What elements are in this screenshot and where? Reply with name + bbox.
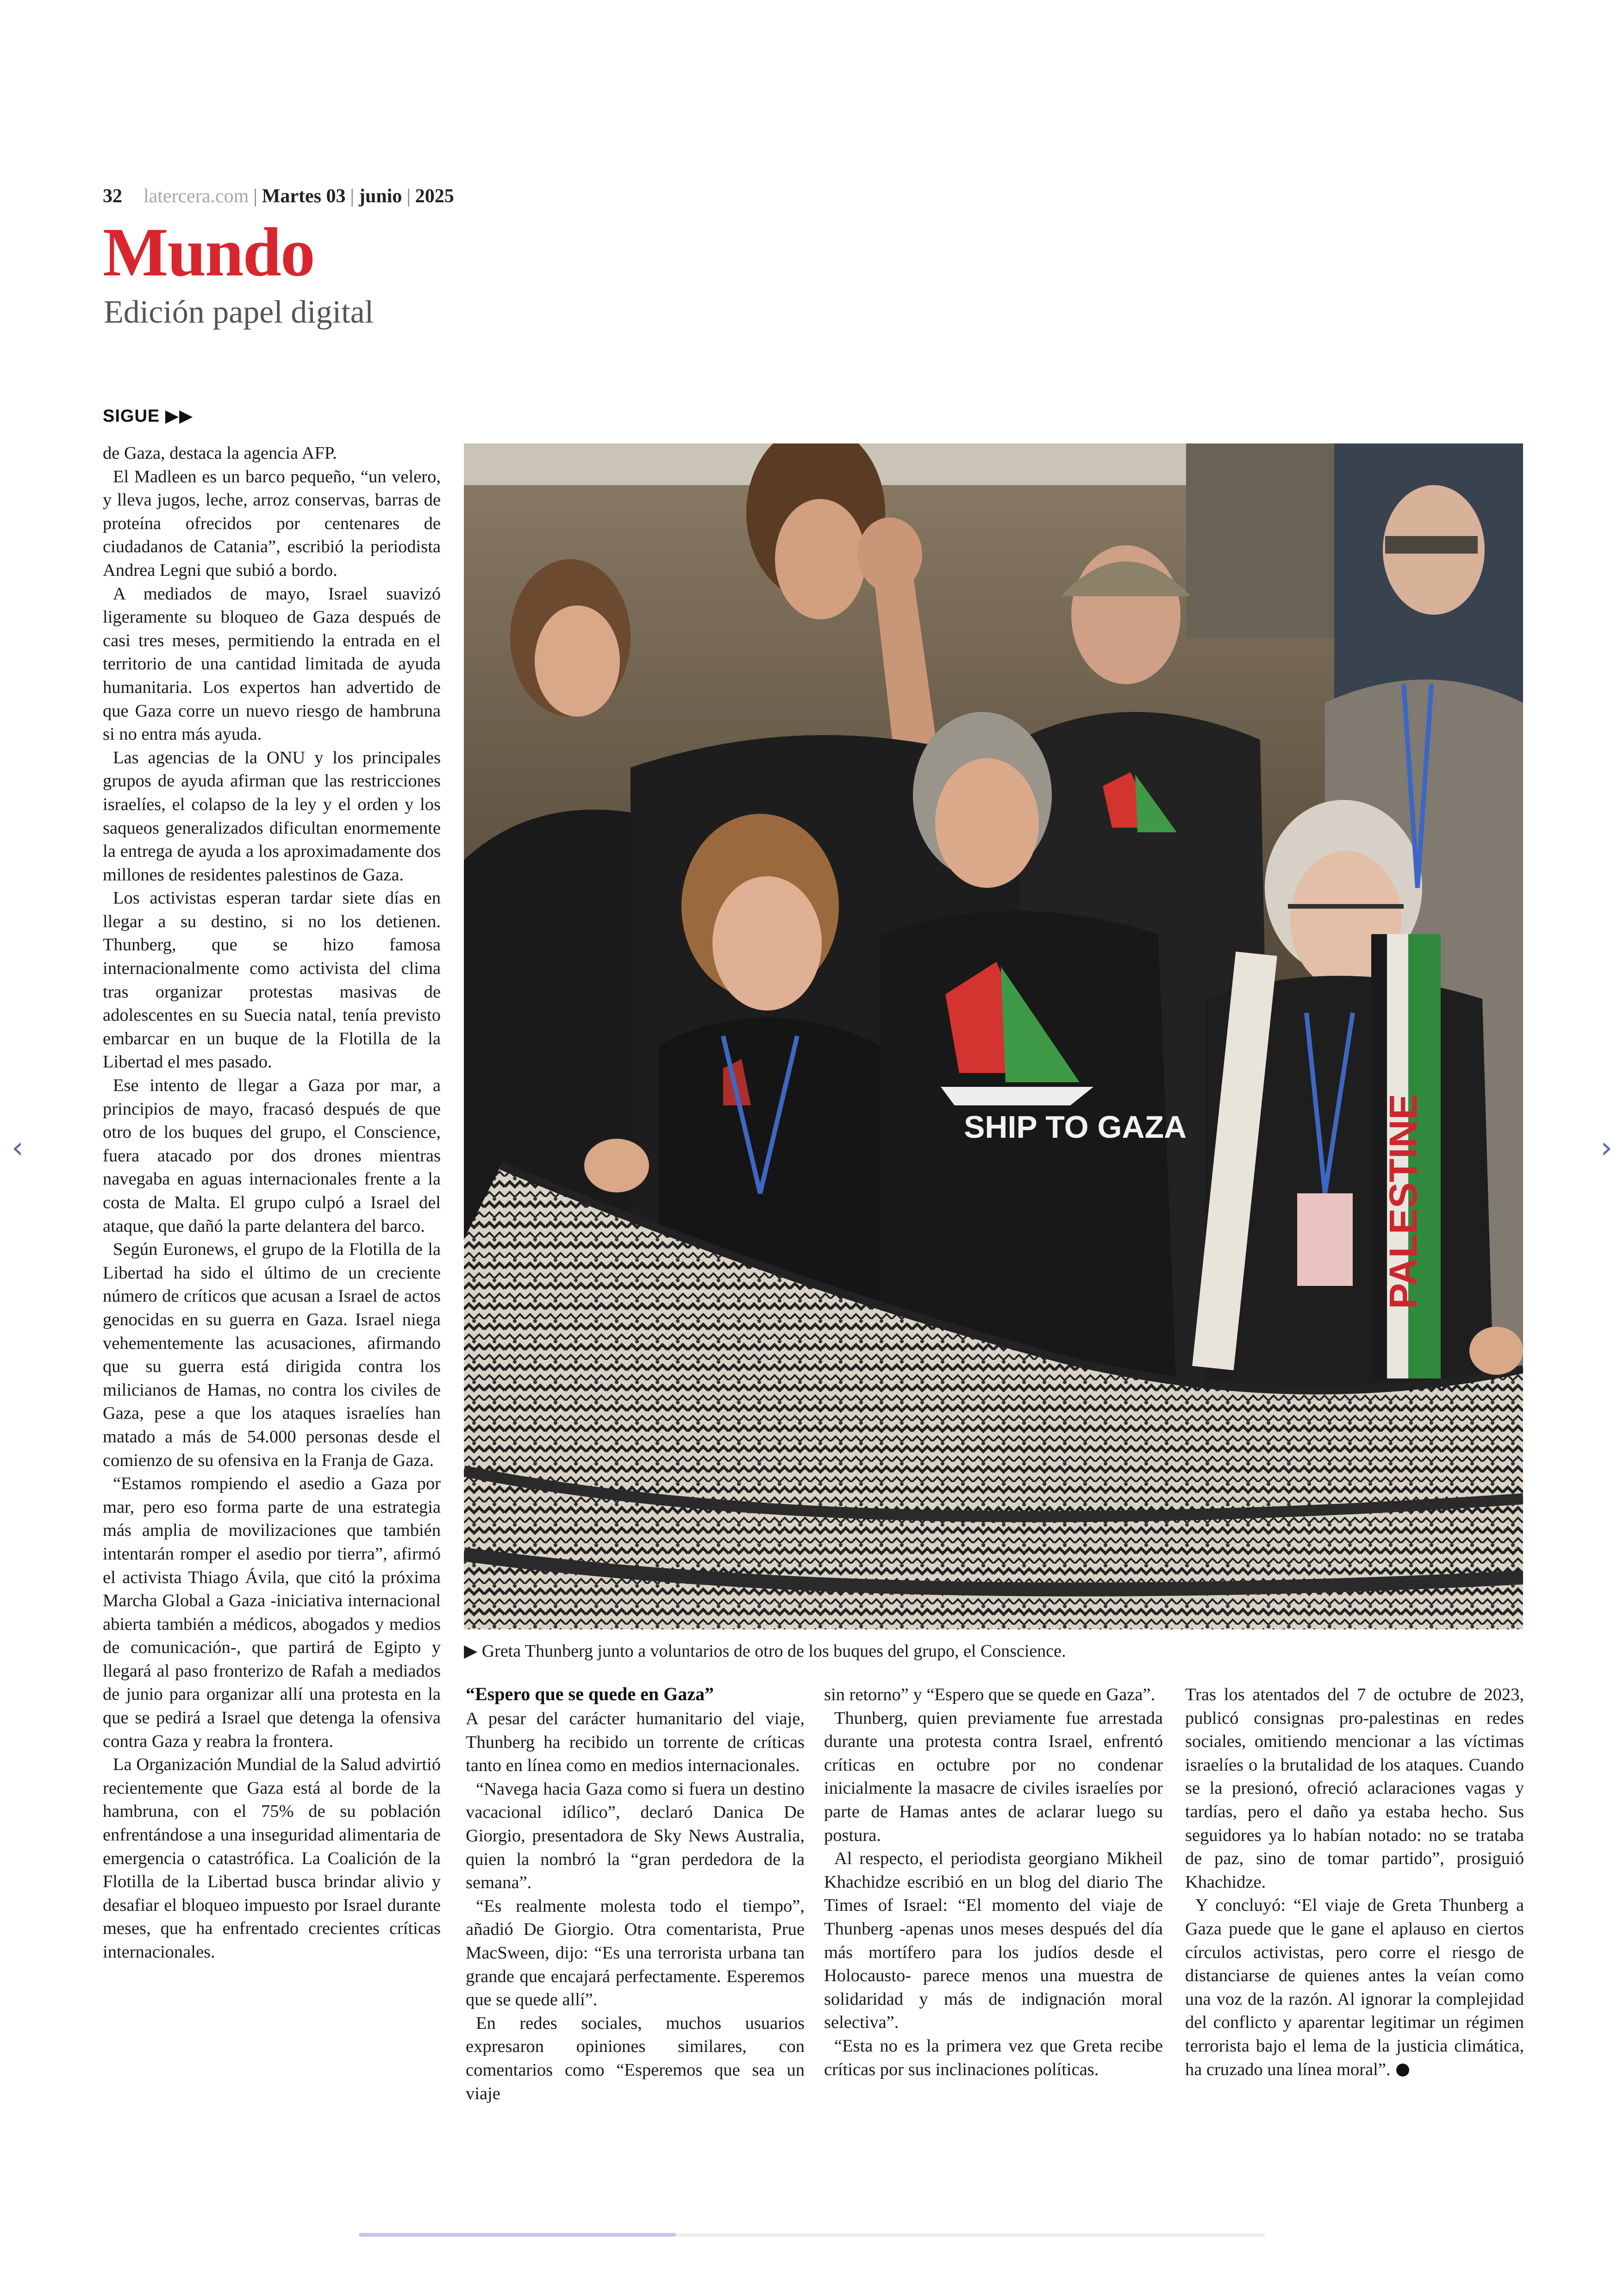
- chevron-right-icon[interactable]: ›: [1600, 1131, 1612, 1165]
- paragraph: “Navega hacia Gaza como si fuera un destino vacacional idílico”, declaró Danica De Giorgio, presentadora de Sky News Australia, quien la nombró la “gran perdedora de la semana”.: [466, 1779, 805, 1893]
- paragraph: [1185, 1894, 1524, 2081]
- paragraph: Thunberg, quien previamente fue arrestada durante una protesta contra Israel, enfrentó críticas en octubre por no condenar inicialmente la masacre de civiles israelíes por parte de Hamas antes de aclarar luego su postura.: [824, 1708, 1163, 1845]
- photo-illustration: [464, 443, 1523, 1629]
- paragraph: A pesar del carácter humanitario del viaje, Thunberg ha recibido un torrente de críticas tanto en línea como en medios internacionales.: [466, 1709, 805, 1776]
- end-mark-icon: [1396, 2064, 1409, 2077]
- photo-caption: ▶ Greta Thunberg junto a voluntarios de otro de los buques del grupo, el Conscience.: [464, 1641, 1066, 1661]
- article-column-d: [1185, 1683, 1524, 2081]
- article-photo: [464, 443, 1523, 1629]
- date-month: junio: [358, 186, 402, 207]
- subheading: “Espero que se quede en Gaza”: [466, 1684, 714, 1704]
- chevron-left-icon[interactable]: ‹: [12, 1131, 24, 1165]
- reading-progress-fill: [359, 2233, 676, 2237]
- paragraph: sin retorno” y “Espero que se quede en Gaza”.: [824, 1685, 1156, 1704]
- paragraph: Al respecto, el periodista georgiano Mikheil Khachidze escribió en un blog del diario The Times of Israel: “El momento del viaje de Thunberg -apenas unos meses después del día más mortífero para los judíos desde el Holocausto- parece menos una muestra de solidaridad y más de indignación moral selectiva”.: [824, 1849, 1163, 2033]
- page-number: 32: [103, 186, 122, 207]
- paragraph: de Gaza, destaca la agencia AFP.: [103, 443, 337, 463]
- paragraph: Las agencias de la ONU y los principales grupos de ayuda afirman que las restricciones israelíes, el colapso de la ley y el orden y los saqueos generalizados dificultan enormemente la entrega de ayuda a los aproximadamente dos millones de residentes palestinos de Gaza.: [103, 748, 441, 885]
- paragraph: Ese intento de llegar a Gaza por mar, a principios de mayo, fracasó después de que otro de los buques del grupo, el Conscience, fuera atacado por dos drones mientras navegaba en aguas internacionales frente a la costa de Malta. El grupo culpó a Israel del ataque, que dañó la parte delantera del barco.: [103, 1076, 441, 1236]
- paragraph: “Estamos rompiendo el asedio a Gaza por mar, pero eso forma parte de una estrategia más amplia de movilizaciones que también intentarán romper el asedio por tierra”, afirmó el activista Thiago Ávila, que citó la próxima Marcha Global a Gaza -iniciativa internacional abierta también a médicos, abogados y medios de comunicación-, que partirá de Egipto y llegará al paso fronterizo de Rafah a mediados de junio para organizar allí una protesta en la que se pedirá a Israel que detenga la ofensiva contra Gaza y reabra la frontera.: [103, 1474, 441, 1751]
- article-column-b: [466, 1707, 805, 2105]
- paragraph: En redes sociales, muchos usuarios expresaron opiniones similares, con comentarios como “Esperemos que sea un viaje: [466, 2013, 805, 2103]
- paragraph: Tras los atentados del 7 de octubre de 2023, publicó consignas pro-palestinas en redes sociales, omitiendo mencionar a las víctimas israelíes o la brutalidad de los ataques. Cuando se la presionó, ofreció aclaraciones vagas y tardías, pero el daño ya estaba hecho. Sus seguidores ya lo habían notado: no se trataba de paz, sino de tomar partido”, prosiguió Khachidze.: [1185, 1685, 1524, 1892]
- paragraph: “Es realmente molesta todo el tiempo”, añadió De Giorgio. Otra comentarista, Prue MacSween, dijo: “Es una terrorista urbana tan grande que encajará perfectamente. Esperemos que se quede allí”.: [466, 1896, 805, 2010]
- paragraph: A mediados de mayo, Israel suavizó ligeramente su bloqueo de Gaza después de casi tres meses, permitiendo la entrada en el territorio de una cantidad limitada de ayuda humanitaria. Los expertos han advertido de que Gaza corre un nuevo riesgo de hambruna si no entra más ayuda.: [103, 584, 441, 744]
- paragraph: Los activistas esperan tardar siete días en llegar a su destino, si no los detienen. Thunberg, que se hizo famosa internacionalmente como activista del clima tras organizar protestas masivas de adolescentes en su Suecia natal, tenía previsto embarcar en un buque de la Flotilla de la Libertad el mes pasado.: [103, 888, 441, 1072]
- paragraph: “Esta no es la primera vez que Greta recibe críticas por sus inclinaciones políticas.: [824, 2036, 1163, 2079]
- date-year: 2025: [415, 186, 454, 207]
- continued-label: SIGUE ▶▶: [103, 406, 194, 426]
- site-name: latercera.com: [144, 186, 249, 207]
- reading-progress-bar[interactable]: [359, 2233, 1265, 2237]
- edition-label: Edición papel digital: [104, 294, 374, 330]
- scarf-text: PALESTINE: [1381, 1093, 1425, 1309]
- page-folio: 32 latercera.com | Martes 03 | junio | 2025: [103, 186, 454, 207]
- paragraph: Según Euronews, el grupo de la Flotilla de la Libertad ha sido el último de un creciente número de críticos que acusan a Israel de actos genocidas en su guerra en Gaza. Israel niega vehementemente las acusaciones, afirmando que su guerra está dirigida contra los milicianos de Hamas, no contra los civiles de Gaza, pese a que los ataques israelíes han matado a más de 54.000 personas desde el comienzo de su ofensiva en la Franja de Gaza.: [103, 1240, 441, 1470]
- article-column-left: [103, 442, 441, 1964]
- paragraph: La Organización Mundial de la Salud advirtió recientemente que Gaza está al borde de la hambruna, con el 75% de su población enfrentándose a una inseguridad alimentaria de emergencia o catastrófica. La Coalición de la Flotilla de la Libertad busca brindar alivio y desafiar el bloqueo impuesto por Israel durante meses, que ha enfrentado crecientes críticas internacionales.: [103, 1755, 441, 1962]
- article-column-c: [824, 1683, 1163, 2081]
- shirt-text: SHIP TO GAZA: [964, 1110, 1187, 1145]
- paragraph: El Madleen es un barco pequeño, “un velero, y lleva jugos, leche, arroz conservas, barras de proteína ofrecidos por centenares de ciudadanos de Catania”, escribió la periodista Andrea Legni que subió a bordo.: [103, 467, 441, 580]
- final-paragraph-text: Y concluyó: “El viaje de Greta Thunberg a Gaza puede que le gane el aplauso en ciertos círculos activistas, pero corre el riesgo de distanciarse de quienes antes la veían como una voz de la razón. Al ignorar la complejidad del conflicto y aparentar legitimar un régimen terrorista bajo el lema de la justicia climática, ha cruzado una línea moral”.: [1185, 1896, 1524, 2079]
- date-day: Martes 03: [262, 186, 346, 207]
- section-title: Mundo: [103, 214, 314, 291]
